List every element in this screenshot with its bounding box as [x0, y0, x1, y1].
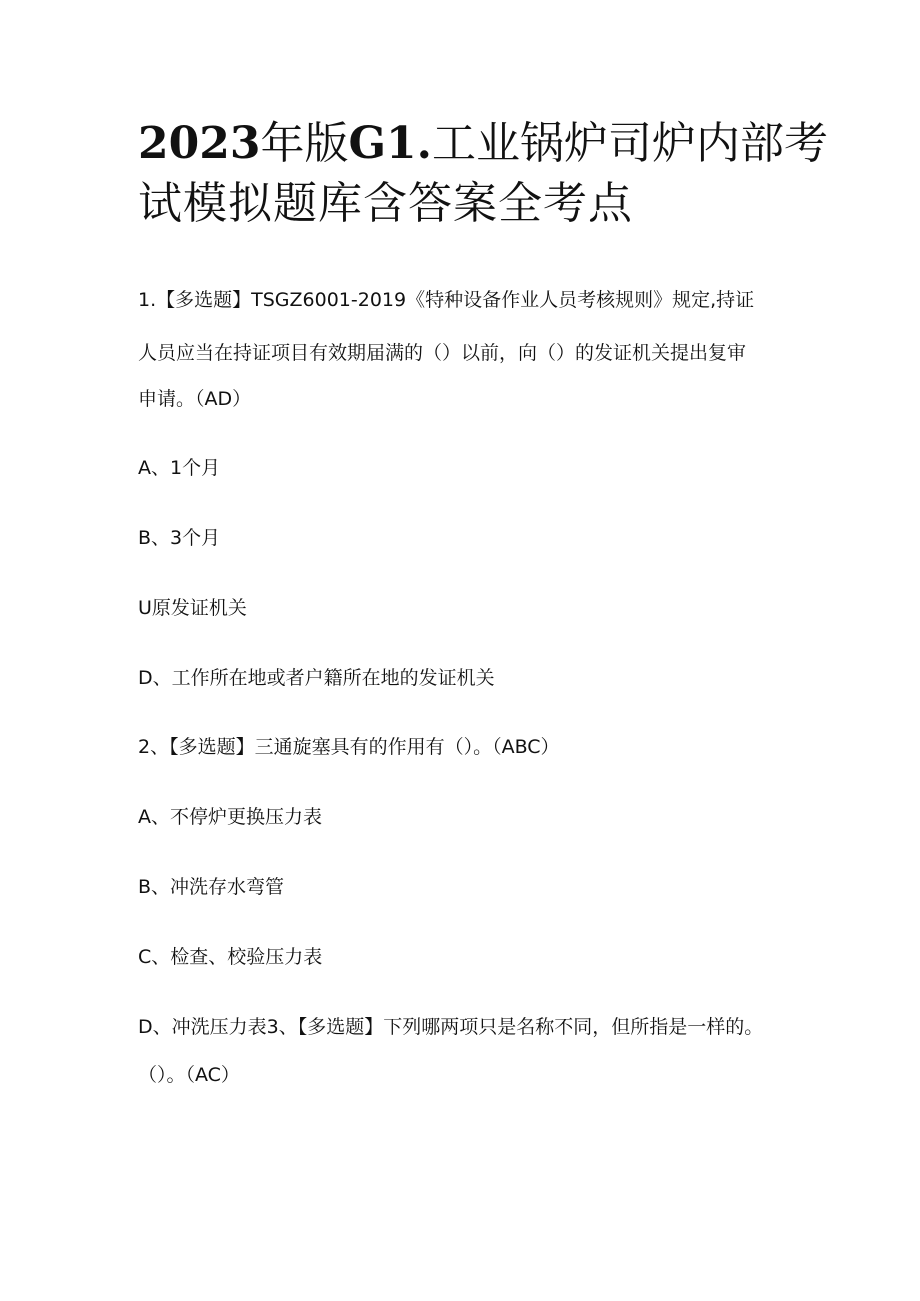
question-1-option-c: U原发证机关	[138, 597, 247, 619]
question-2-text: 2、【多选题】三通旋塞具有的作用有（）。（ABC）	[138, 736, 560, 758]
question-1-option-b: B、3个月	[138, 527, 221, 549]
title-subject: 工业锅炉司炉内部考	[431, 118, 828, 169]
question-2-option-a: A、不停炉更换压力表	[138, 806, 322, 828]
title-year: 2023	[138, 118, 261, 169]
title-line-2: 试模拟题库含答案全考点	[138, 178, 633, 229]
question-2-option-d-and-question-3: D、冲洗压力表3、【多选题】下列哪两项只是名称不同，但所指是一样的。	[138, 1016, 764, 1038]
question-2-option-b: B、冲洗存水弯管	[138, 876, 285, 898]
question-1-text-line-1: 1.【多选题】TSGZ6001-2019《特种设备作业人员考核规则》规定,持证	[138, 289, 755, 311]
question-1-option-a: A、1个月	[138, 457, 221, 479]
document-title	[138, 114, 828, 234]
title-edition: 年版	[260, 118, 349, 169]
question-1-option-d: D、工作所在地或者户籍所在地的发证机关	[138, 667, 495, 689]
question-2-option-c: C、检查、校验压力表	[138, 946, 323, 968]
question-1-text-line-2: 人员应当在持证项目有效期届满的（）以前，向（）的发证机关提出复审	[138, 342, 747, 364]
question-3-text-line-2: （）。（AC）	[138, 1064, 240, 1086]
question-1-text-line-3: 申请。（AD）	[138, 388, 252, 410]
title-code: G1.	[348, 118, 432, 169]
title-line-1	[138, 114, 828, 174]
